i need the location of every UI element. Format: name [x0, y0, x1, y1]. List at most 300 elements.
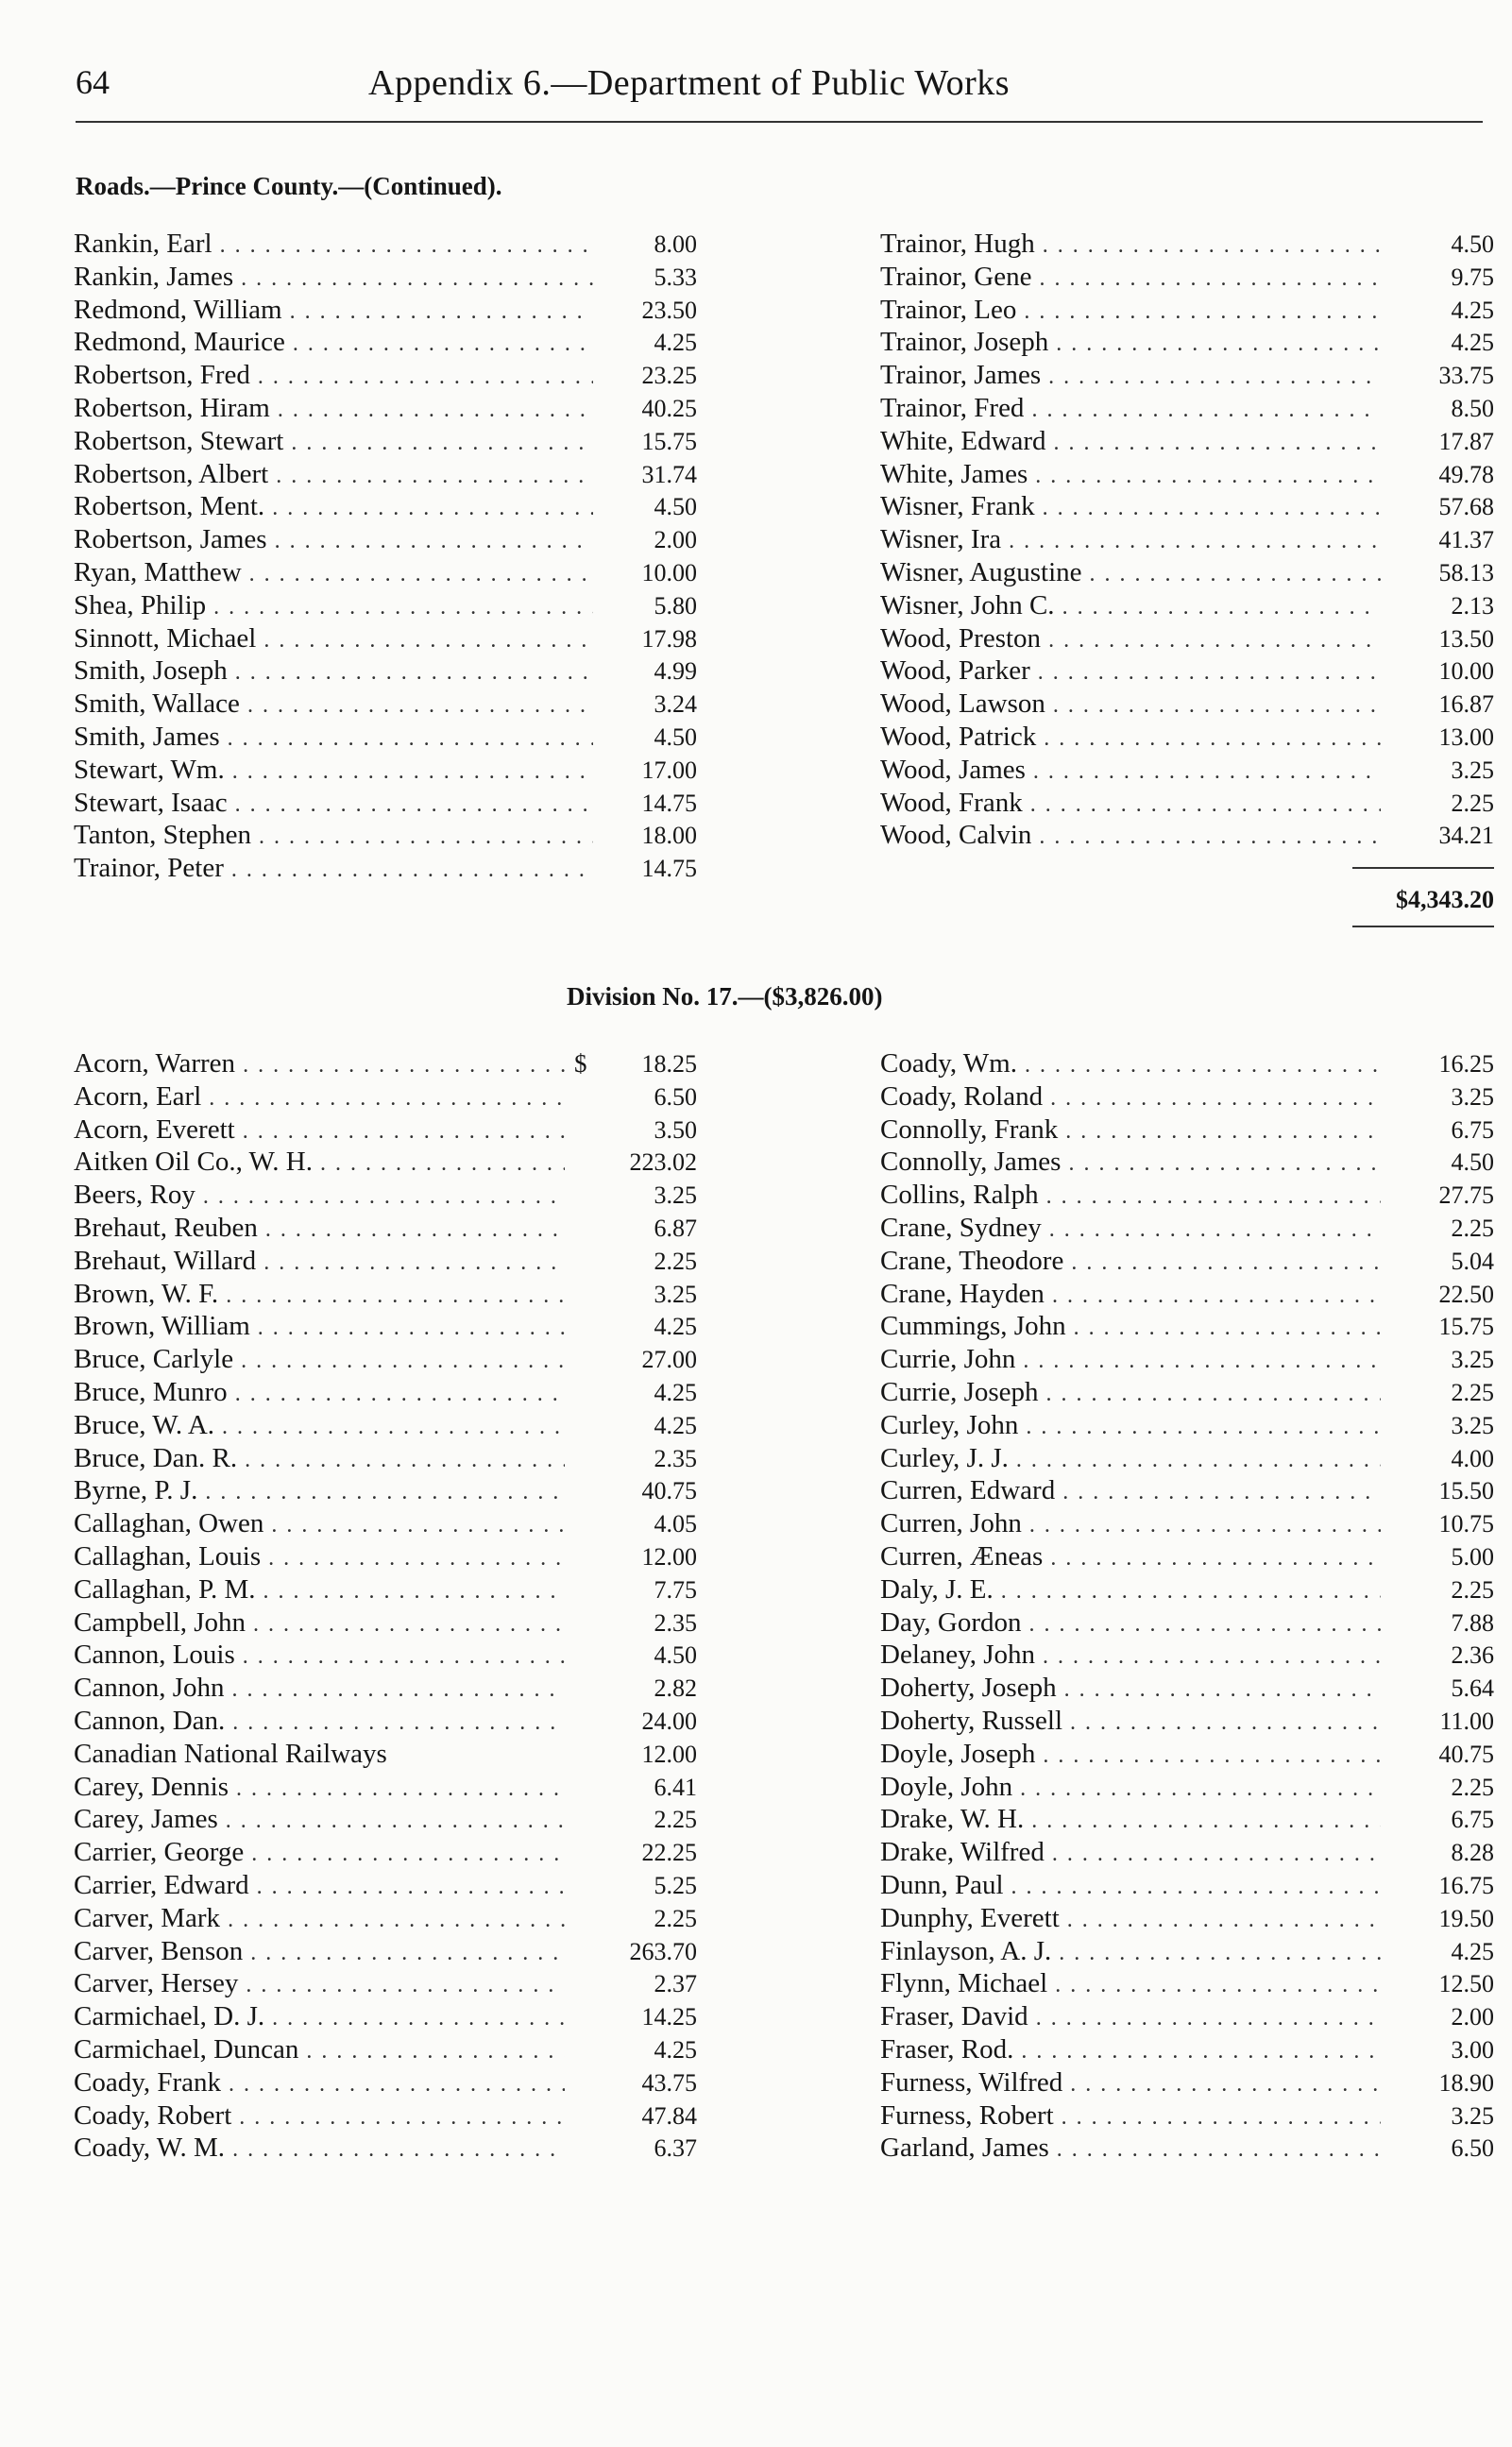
- entry-name: Fraser, David: [880, 2001, 1028, 2032]
- entry-name: Brehaut, Willard: [74, 1245, 257, 1276]
- table-row: [74, 1081, 697, 1114]
- leader-dots: [250, 1941, 565, 1966]
- leader-dots: [1031, 398, 1381, 423]
- table-row: [880, 722, 1494, 755]
- entry-name: Smith, Wallace: [74, 688, 240, 720]
- entry-name: Brehaut, Reuben: [74, 1212, 258, 1243]
- entry-amount: 12.00: [641, 1740, 697, 1768]
- table-row: [74, 1574, 697, 1607]
- leader-dots: [241, 266, 593, 292]
- entry-name: Campbell, John: [74, 1606, 246, 1638]
- leader-dots: [1068, 1151, 1381, 1177]
- entry-amount: 4.25: [654, 1313, 697, 1341]
- entry-amount: 22.25: [641, 1839, 697, 1867]
- table-row: [880, 2100, 1494, 2133]
- entry-amount: 15.75: [1438, 1313, 1494, 1341]
- entry-name: Curren, Æneas: [880, 1540, 1044, 1572]
- entry-amount: 19.50: [1438, 1904, 1494, 1932]
- table-row: [74, 590, 697, 623]
- entry-amount: 6.41: [654, 1773, 697, 1801]
- entry-name: Crane, Theodore: [880, 1245, 1064, 1276]
- entry-amount: 4.25: [654, 2035, 697, 2064]
- leader-dots: [222, 1415, 565, 1440]
- leader-dots: [243, 1644, 565, 1670]
- entry-name: Coady, Frank: [74, 2066, 221, 2098]
- leader-dots: [209, 1086, 565, 1112]
- table-row: [74, 788, 697, 821]
- section2-right-column: [880, 1048, 1494, 2166]
- table-row: [880, 426, 1494, 459]
- entry-name: Bruce, W. A.: [74, 1409, 215, 1440]
- leader-dots: [275, 529, 593, 554]
- table-row: [74, 1410, 697, 1443]
- entry-name: Callaghan, Louis: [74, 1540, 262, 1572]
- table-row: [880, 1640, 1494, 1673]
- entry-name: Furness, Wilfred: [880, 2066, 1063, 2098]
- leader-dots: [1026, 1415, 1381, 1440]
- entry-name: Trainor, Hugh: [880, 229, 1035, 259]
- table-row: [880, 1443, 1494, 1476]
- entry-name: Carver, Hersey: [74, 1968, 239, 1999]
- entry-name: Acorn, Warren: [74, 1048, 236, 1079]
- table-row: [880, 1081, 1494, 1114]
- leader-dots: [1059, 1941, 1381, 1966]
- entry-amount: 6.50: [654, 1082, 697, 1111]
- leader-dots: [1020, 1776, 1381, 1802]
- leader-dots: [1052, 1842, 1381, 1867]
- table-row: [880, 229, 1494, 262]
- entry-name: Brown, William: [74, 1311, 250, 1342]
- entry-name: Carey, Dennis: [74, 1771, 229, 1802]
- entry-name: Drake, Wilfred: [880, 1837, 1045, 1868]
- table-row: [74, 1377, 697, 1410]
- table-row: [880, 655, 1494, 688]
- entry-amount: 34.21: [1438, 822, 1494, 850]
- leader-dots: [226, 1809, 565, 1834]
- table-row: [74, 360, 697, 393]
- entry-amount: 7.88: [1451, 1608, 1494, 1637]
- leader-dots: [243, 1053, 565, 1079]
- entry-amount: 43.75: [641, 2068, 697, 2097]
- entry-amount: 4.00: [1451, 1444, 1494, 1472]
- table-row: [880, 788, 1494, 821]
- table-row: [74, 1443, 697, 1476]
- entry-name: Smith, Joseph: [74, 655, 228, 687]
- entry-amount: 33.75: [1438, 362, 1494, 390]
- entry-name: Doyle, Joseph: [880, 1738, 1036, 1769]
- entry-amount: 40.75: [641, 1477, 697, 1505]
- leader-dots: [1029, 1513, 1381, 1538]
- section2-left-column: [74, 1048, 697, 2166]
- entry-amount: 3.25: [1451, 756, 1494, 784]
- entry-name: Coady, Robert: [74, 2099, 232, 2131]
- entry-amount: 5.25: [654, 1871, 697, 1899]
- leader-dots: [246, 1973, 565, 1998]
- table-row: [880, 1475, 1494, 1508]
- table-row: [880, 755, 1494, 788]
- table-row: [74, 1772, 697, 1805]
- entry-name: Doyle, John: [880, 1771, 1013, 1802]
- entry-amount: 22.50: [1438, 1280, 1494, 1308]
- entry-amount: 5.04: [1451, 1247, 1494, 1275]
- entry-name: Robertson, James: [74, 524, 267, 555]
- entry-amount: 18.25: [641, 1050, 697, 1078]
- table-row: [880, 1114, 1494, 1147]
- entry-amount: 4.99: [654, 657, 697, 686]
- section1-left-column: [74, 229, 697, 886]
- leader-dots: [241, 1349, 565, 1374]
- leader-dots: [1043, 496, 1381, 521]
- leader-dots: [1036, 2006, 1381, 2031]
- leader-dots: [1055, 1973, 1381, 1998]
- entry-amount: 15.75: [641, 427, 697, 455]
- entry-name: Coady, Wm.: [880, 1048, 1017, 1079]
- table-row: [880, 1410, 1494, 1443]
- table-row: [74, 1804, 697, 1837]
- entry-name: Robertson, Stewart: [74, 425, 284, 456]
- table-row: [880, 2001, 1494, 2034]
- entry-name: Fraser, Rod.: [880, 2033, 1014, 2065]
- entry-amount: 27.00: [641, 1346, 697, 1374]
- table-row: [74, 722, 697, 755]
- entry-amount: 2.00: [654, 526, 697, 554]
- entry-name: Cummings, John: [880, 1311, 1066, 1342]
- entry-name: Trainor, Fred: [880, 392, 1025, 423]
- leader-dots: [205, 1480, 565, 1505]
- leader-dots: [235, 1382, 565, 1407]
- entry-amount: 4.50: [1451, 1148, 1494, 1177]
- table-row: [880, 1246, 1494, 1279]
- total-area: [1352, 867, 1494, 927]
- leader-dots: [258, 1316, 565, 1341]
- entry-amount: 6.75: [1451, 1115, 1494, 1144]
- leader-dots: [1050, 1086, 1381, 1112]
- entry-amount: 3.25: [1451, 1082, 1494, 1111]
- entry-amount: 6.75: [1451, 1806, 1494, 1834]
- leader-dots: [1046, 1184, 1381, 1210]
- leader-dots: [232, 2137, 565, 2163]
- table-row: [74, 557, 697, 590]
- entry-amount: 3.25: [1451, 1346, 1494, 1374]
- entry-amount: 40.75: [1438, 1740, 1494, 1768]
- entry-name: Aitken Oil Co., W. H.: [74, 1147, 313, 1178]
- entry-amount: 3.25: [654, 1181, 697, 1210]
- entry-name: Coady, W. M.: [74, 2133, 226, 2164]
- entry-name: Acorn, Earl: [74, 1080, 202, 1112]
- table-row: [74, 1114, 697, 1147]
- entry-name: Callaghan, Owen: [74, 1508, 264, 1539]
- leader-dots: [1048, 365, 1381, 390]
- table-row: [880, 1607, 1494, 1640]
- table-row: [74, 262, 697, 295]
- entry-amount: 2.35: [654, 1608, 697, 1637]
- entry-amount: 4.25: [654, 329, 697, 357]
- entry-name: Curren, John: [880, 1508, 1022, 1539]
- entry-amount: 223.02: [629, 1148, 697, 1177]
- leader-dots: [290, 299, 593, 325]
- entry-amount: 2.25: [654, 1247, 697, 1275]
- entry-amount: 5.33: [654, 263, 697, 291]
- leader-dots: [291, 431, 593, 456]
- leader-dots: [1062, 1480, 1381, 1505]
- entry-name: Wisner, Augustine: [880, 556, 1082, 587]
- table-row: [880, 1968, 1494, 2001]
- entry-amount: 4.25: [1451, 329, 1494, 357]
- entry-name: Doherty, Joseph: [880, 1673, 1057, 1704]
- entry-amount: 47.84: [641, 2101, 697, 2130]
- leader-dots: [1090, 562, 1381, 587]
- entry-amount: 18.90: [1438, 2068, 1494, 2097]
- leader-dots: [272, 2006, 565, 2031]
- leader-dots: [1023, 1349, 1381, 1374]
- leader-dots: [232, 1677, 566, 1703]
- entry-amount: 6.87: [654, 1214, 697, 1242]
- leader-dots: [1031, 1809, 1381, 1834]
- leader-dots: [228, 726, 593, 752]
- entry-amount: 3.24: [654, 690, 697, 719]
- entry-name: Robertson, Albert: [74, 458, 269, 489]
- leader-dots: [1035, 464, 1381, 489]
- entry-amount: 3.25: [1451, 2101, 1494, 2130]
- entry-name: Connolly, Frank: [880, 1113, 1059, 1145]
- entry-amount: 4.50: [1451, 230, 1494, 258]
- entry-amount: 4.25: [1451, 296, 1494, 324]
- leader-dots: [1030, 792, 1381, 818]
- entry-name: Cannon, John: [74, 1673, 225, 1704]
- total-rule-bottom: [1352, 926, 1494, 927]
- entry-name: White, Edward: [880, 425, 1046, 456]
- table-row: [74, 1640, 697, 1673]
- entry-name: Wisner, John C.: [880, 589, 1055, 620]
- table-row: [74, 755, 697, 788]
- entry-name: Stewart, Wm.: [74, 754, 225, 785]
- leader-dots: [272, 496, 593, 521]
- table-row: [74, 1147, 697, 1180]
- leader-dots: [1052, 1283, 1381, 1309]
- entry-name: Crane, Hayden: [880, 1278, 1045, 1309]
- table-row: [74, 820, 697, 853]
- leader-dots: [1048, 628, 1381, 654]
- entry-name: Collins, Ralph: [880, 1180, 1039, 1211]
- entry-amount: 2.25: [1451, 1378, 1494, 1406]
- leader-dots: [1038, 660, 1381, 686]
- leader-dots: [268, 1546, 565, 1572]
- table-row: [880, 590, 1494, 623]
- table-row: [880, 262, 1494, 295]
- leader-dots: [245, 1448, 565, 1473]
- entry-name: Carrier, George: [74, 1837, 245, 1868]
- section-total: $4,343.20: [1396, 886, 1494, 913]
- leader-dots: [1044, 726, 1381, 752]
- leader-dots: [1024, 299, 1381, 325]
- entry-amount: 2.35: [654, 1444, 697, 1472]
- entry-amount: 2.00: [1451, 2003, 1494, 2031]
- table-row: [74, 1048, 697, 1081]
- entry-amount: 2.25: [1451, 1773, 1494, 1801]
- section1-right-column: [880, 229, 1494, 853]
- table-row: [880, 1147, 1494, 1180]
- leader-dots: [236, 1776, 565, 1802]
- entry-amount: 4.25: [1451, 1937, 1494, 1965]
- entry-name: Daly, J. E.: [880, 1573, 994, 1605]
- table-row: [74, 623, 697, 656]
- entry-name: Rankin, James: [74, 261, 234, 292]
- table-row: [880, 1311, 1494, 1344]
- leader-dots: [265, 1217, 565, 1243]
- entry-amount: 5.00: [1451, 1542, 1494, 1571]
- entry-amount: 17.00: [641, 756, 697, 784]
- entry-name: Wood, Preston: [880, 622, 1042, 654]
- entry-name: Sinnott, Michael: [74, 622, 257, 654]
- table-row: [880, 524, 1494, 557]
- entry-name: Smith, James: [74, 721, 220, 752]
- entry-name: Robertson, Fred: [74, 360, 250, 391]
- table-row: [74, 1475, 697, 1508]
- entry-name: Rankin, Earl: [74, 229, 212, 259]
- table-row: [74, 1311, 697, 1344]
- entry-amount: 16.25: [1438, 1050, 1494, 1078]
- table-row: [880, 1837, 1494, 1870]
- entry-amount: 3.25: [654, 1280, 697, 1308]
- leader-dots: [220, 233, 593, 259]
- entry-amount: 57.68: [1438, 493, 1494, 521]
- entry-amount: 7.75: [654, 1575, 697, 1604]
- leader-dots: [226, 1283, 565, 1309]
- table-row: [74, 295, 697, 328]
- entry-amount: 58.13: [1438, 558, 1494, 586]
- entry-name: Coady, Roland: [880, 1080, 1044, 1112]
- entry-name: Trainor, Leo: [880, 294, 1017, 325]
- leader-dots: [232, 1710, 565, 1736]
- entry-amount: 2.25: [654, 1904, 697, 1932]
- leader-dots: [306, 2039, 565, 2065]
- entry-name: Dunphy, Everett: [880, 1902, 1060, 1933]
- entry-amount: 16.87: [1438, 690, 1494, 719]
- entry-amount: 4.50: [654, 722, 697, 751]
- entry-amount: 2.25: [1451, 1214, 1494, 1242]
- entry-name: Curley, J. J.: [880, 1442, 1009, 1473]
- table-row: [74, 1870, 697, 1903]
- entry-amount: 10.75: [1438, 1510, 1494, 1538]
- entry-amount: 2.25: [1451, 1575, 1494, 1604]
- leader-dots: [278, 398, 593, 423]
- entry-name: Wood, Lawson: [880, 688, 1045, 720]
- entry-amount: 17.87: [1438, 427, 1494, 455]
- entry-name: Crane, Sydney: [880, 1212, 1042, 1243]
- table-row: [880, 1213, 1494, 1246]
- entry-amount: 40.25: [641, 394, 697, 422]
- entry-name: Curley, John: [880, 1409, 1019, 1440]
- entry-amount: 2.13: [1451, 591, 1494, 620]
- entry-amount: 4.05: [654, 1510, 697, 1538]
- table-row: [880, 1279, 1494, 1312]
- leader-dots: [235, 660, 593, 686]
- leader-dots: [293, 331, 593, 357]
- leader-dots: [263, 1250, 565, 1276]
- entry-name: Garland, James: [880, 2133, 1049, 2164]
- table-row: [74, 853, 697, 886]
- table-row: [880, 1508, 1494, 1541]
- table-row: [74, 1279, 697, 1312]
- leader-dots: [276, 464, 593, 489]
- leader-dots: [1009, 529, 1381, 554]
- entry-name: Robertson, Ment.: [74, 491, 265, 522]
- table-row: [880, 1706, 1494, 1739]
- table-row: [74, 1936, 697, 1969]
- entry-name: Connolly, James: [880, 1147, 1062, 1178]
- entry-amount: 8.00: [654, 230, 697, 258]
- entry-amount: 5.64: [1451, 1674, 1494, 1703]
- leader-dots: [1053, 693, 1381, 719]
- table-row: [74, 2133, 697, 2166]
- entry-name: Wood, Frank: [880, 787, 1023, 818]
- table-row: [74, 229, 697, 262]
- leader-dots: [235, 792, 593, 818]
- table-row: [880, 1772, 1494, 1805]
- page-header-title: Appendix 6.—Department of Public Works: [368, 63, 1011, 103]
- entry-amount: 2.25: [1451, 789, 1494, 817]
- entry-name: Trainor, Peter: [74, 853, 224, 884]
- leader-dots: [1001, 1579, 1381, 1605]
- table-row: [880, 1180, 1494, 1213]
- entry-name: Carrier, Edward: [74, 1869, 249, 1900]
- leader-dots: [1057, 2137, 1381, 2163]
- leader-dots: [203, 1184, 565, 1210]
- table-row: [880, 1903, 1494, 1936]
- entry-amount: 2.82: [654, 1674, 697, 1703]
- leader-dots: [320, 1151, 565, 1177]
- entry-amount: 4.25: [654, 1411, 697, 1439]
- entry-name: Carver, Benson: [74, 1935, 244, 1966]
- table-row: [74, 1607, 697, 1640]
- table-row: [74, 1673, 697, 1706]
- table-row: [74, 1739, 697, 1772]
- entry-name: Acorn, Everett: [74, 1113, 235, 1145]
- entry-name: Drake, W. H.: [880, 1804, 1025, 1835]
- leader-dots: [271, 1513, 565, 1538]
- table-row: [880, 1574, 1494, 1607]
- leader-dots: [263, 628, 593, 654]
- table-row: [880, 1870, 1494, 1903]
- entry-name: Bruce, Munro: [74, 1376, 228, 1407]
- entry-name: Doherty, Russell: [880, 1705, 1063, 1736]
- entry-name: Carmichael, D. J.: [74, 2001, 265, 2032]
- entry-amount: 4.50: [654, 493, 697, 521]
- entry-amount: 8.28: [1451, 1839, 1494, 1867]
- entry-amount: 5.80: [654, 591, 697, 620]
- entry-name: Curren, Edward: [880, 1475, 1056, 1506]
- entry-amount: 3.25: [1451, 1411, 1494, 1439]
- table-row: [74, 1968, 697, 2001]
- leader-dots: [239, 2105, 565, 2131]
- table-row: [74, 1508, 697, 1541]
- entry-amount: 10.00: [1438, 657, 1494, 686]
- entry-name: White, James: [880, 458, 1028, 489]
- entry-amount: 2.37: [654, 1970, 697, 1998]
- entry-name: Wood, James: [880, 754, 1026, 785]
- entry-amount: 49.78: [1438, 460, 1494, 488]
- entry-amount: 41.37: [1438, 526, 1494, 554]
- table-row: [74, 459, 697, 492]
- table-row: [880, 327, 1494, 360]
- table-row: [74, 1344, 697, 1377]
- entry-name: Trainor, Joseph: [880, 327, 1049, 358]
- table-row: [880, 491, 1494, 524]
- leader-dots: [1070, 1710, 1381, 1736]
- entry-amount: 4.50: [654, 1641, 697, 1670]
- table-row: [880, 557, 1494, 590]
- entry-amount: 11.00: [1439, 1707, 1494, 1735]
